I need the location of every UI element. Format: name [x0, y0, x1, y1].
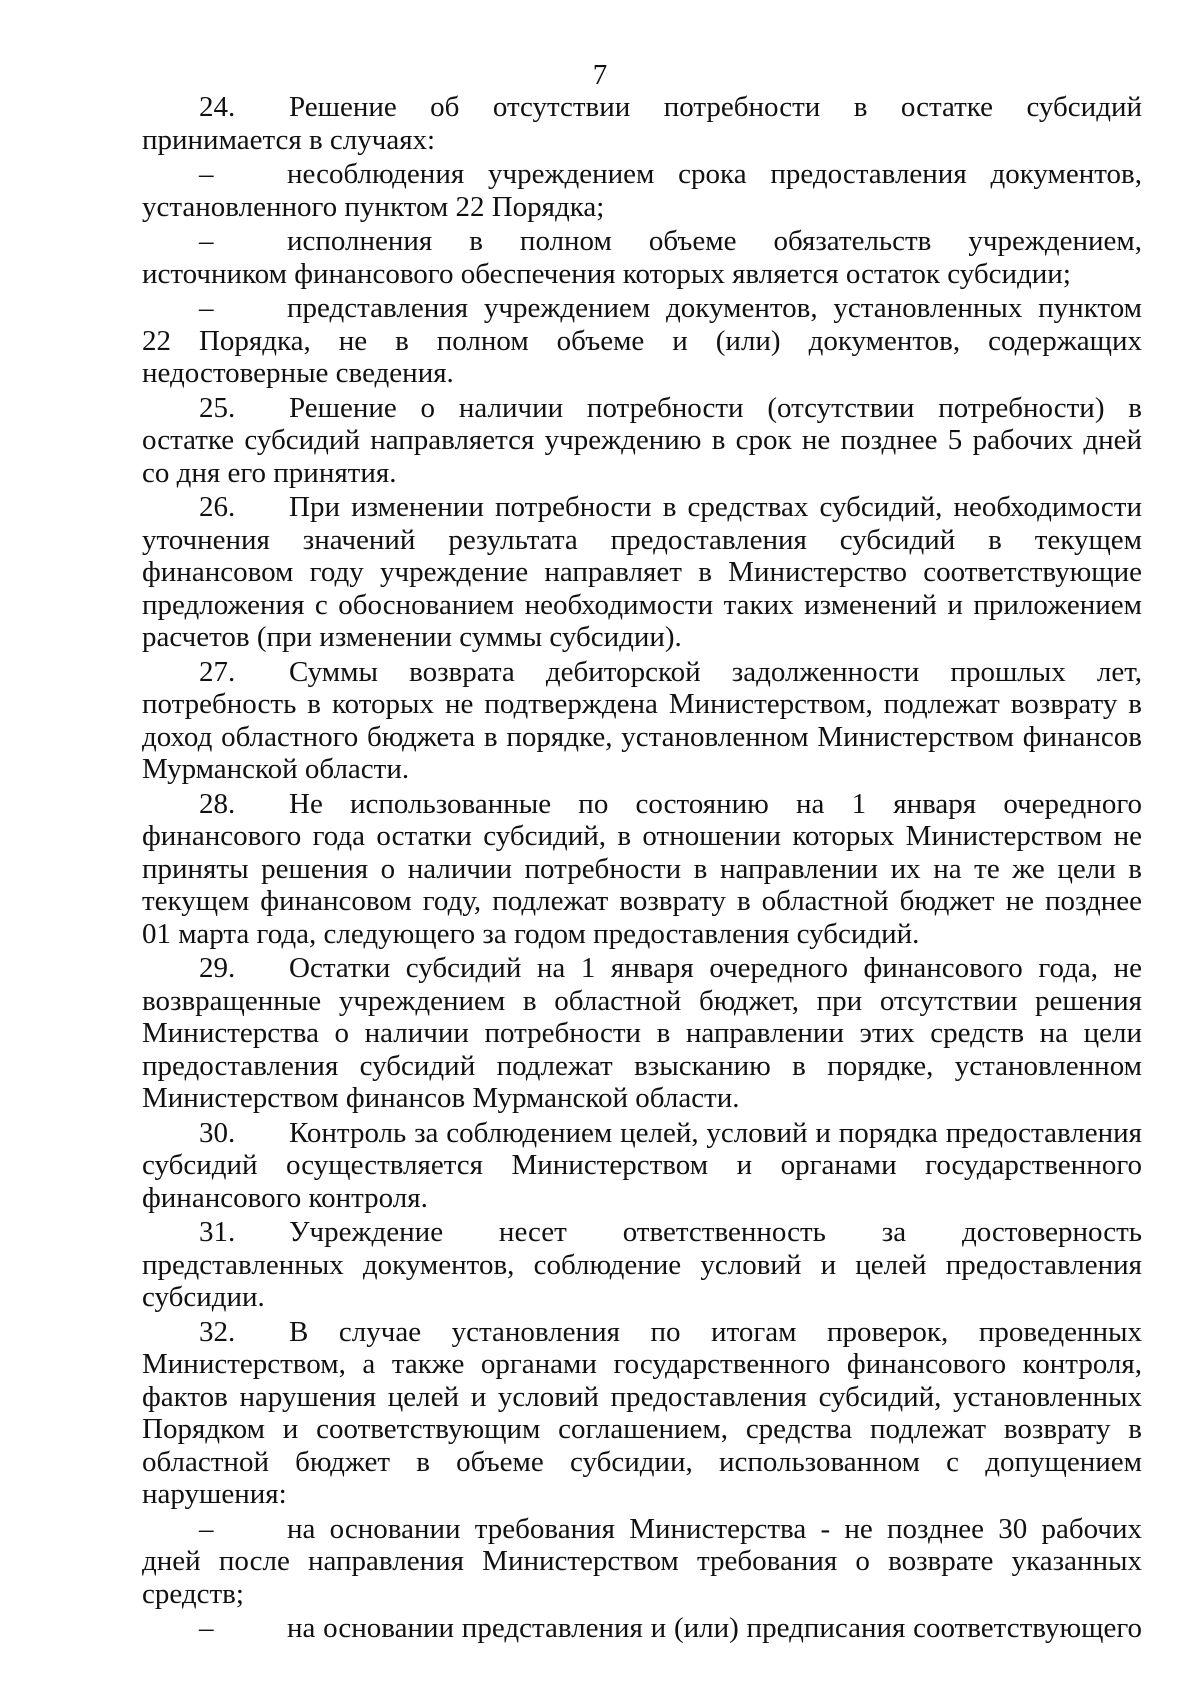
paragraph-number: 24. [199, 91, 236, 123]
paragraph-text: представления учреждением документов, установленных пунктом 22 Порядка, не в полном объеме и (или) документов, содержащих недостоверные сведения. [142, 292, 1142, 389]
paragraph-text: Не использованные по состоянию на 1 января очередного финансового года остатки субсидий, в отношении которых Министерством не приняты решения о наличии потребности в направлении их на те же цели в текущем финансовом году, подлежат возврату в областной бюджет не позднее 01 марта года, следующего за годом предоставления субсидий. [142, 787, 1142, 950]
list-dash: – [199, 292, 214, 324]
paragraph-text: Остатки субсидий на 1 января очередного финансового года, не возвращенные учреждением в областной бюджет, при отсутствии решения Министерства о наличии потребности в направлении этих средств на цели предоставления субсидий подлежат взысканию в порядке, установленном Министерством финансов Мурманской области. [142, 952, 1142, 1114]
numbered-paragraph [142, 788, 1142, 951]
paragraph-text: В случае установления по итогам проверок, проведенных Министерством, а также органами государственного финансового контроля, фактов нарушения целей и условий предоставления субсидий, установленных Порядком и соответствующим соглашением, средства подлежат возврату в областной бюджет в объеме субсидии, использованном с допущением нарушения: [142, 1315, 1142, 1510]
dash-list-item [142, 1612, 1142, 1645]
numbered-paragraph [142, 952, 1142, 1115]
list-dash: – [199, 158, 214, 190]
paragraph-text: Решение об отсутствии потребности в остатке субсидий принимается в случаях: [142, 91, 1142, 156]
paragraph-number: 29. [199, 952, 236, 984]
numbered-paragraph [142, 1316, 1142, 1511]
page-number: 7 [592, 59, 608, 91]
dash-list-item [142, 225, 1142, 290]
paragraph-text: на основании представления и (или) предписания соответствующего [287, 1612, 1142, 1644]
paragraph-text: Суммы возврата дебиторской задолженности прошлых лет, потребность в которых не подтверждена Министерством, подлежат возврату в доход областного бюджета в порядке, установленном Министерством финансов Мурманской области. [142, 655, 1142, 785]
dash-list-item [142, 292, 1142, 390]
list-dash: – [199, 1512, 214, 1545]
paragraph-text: несоблюдения учреждением срока предоставления документов, установленного пунктом 22 Порядка; [142, 158, 1142, 223]
document-body [142, 91, 1142, 1647]
paragraph-text: При изменении потребности в средствах субсидий, необходимости уточнения значений результата предоставления субсидий в текущем финансовом году учреждение направляет в Министерство соответствующие предложения с обоснованием необходимости таких изменений и приложением расчетов (при изменении суммы субсидии). [142, 491, 1142, 653]
numbered-paragraph [142, 1216, 1142, 1314]
paragraph-text: Контроль за соблюдением целей, условий и порядка предоставления субсидий осуществляется Министерством и органами государственного финансового контроля. [142, 1116, 1142, 1214]
paragraph-text: Учреждение несет ответственность за достоверность представленных документов, соблюдение условий и целей предоставления субсидии. [142, 1216, 1142, 1313]
numbered-paragraph [142, 491, 1142, 654]
numbered-paragraph [142, 392, 1142, 490]
paragraph-number: 25. [199, 391, 236, 424]
paragraph-number: 31. [199, 1216, 236, 1248]
paragraph-number: 26. [199, 491, 236, 523]
paragraph-number: 32. [199, 1315, 236, 1348]
numbered-paragraph [142, 1117, 1142, 1215]
paragraph-text: исполнения в полном объеме обязательств учреждением, источником финансового обеспечения которых является остаток субсидии; [142, 225, 1142, 290]
paragraph-number: 27. [199, 655, 236, 688]
dash-list-item [142, 1513, 1142, 1611]
paragraph-number: 28. [199, 787, 236, 820]
numbered-paragraph [142, 656, 1142, 786]
paragraph-number: 30. [199, 1116, 236, 1149]
list-dash: – [199, 1612, 214, 1644]
dash-list-item [142, 158, 1142, 223]
numbered-paragraph [142, 91, 1142, 156]
paragraph-text: Решение о наличии потребности (отсутствии потребности) в остатке субсидий направляется учреждению в срок не позднее 5 рабочих дней со дня его принятия. [142, 391, 1142, 489]
paragraph-text: на основании требования Министерства - не позднее 30 рабочих дней после направления Министерством требования о возврате указанных средств; [142, 1512, 1142, 1610]
list-dash: – [199, 225, 214, 257]
